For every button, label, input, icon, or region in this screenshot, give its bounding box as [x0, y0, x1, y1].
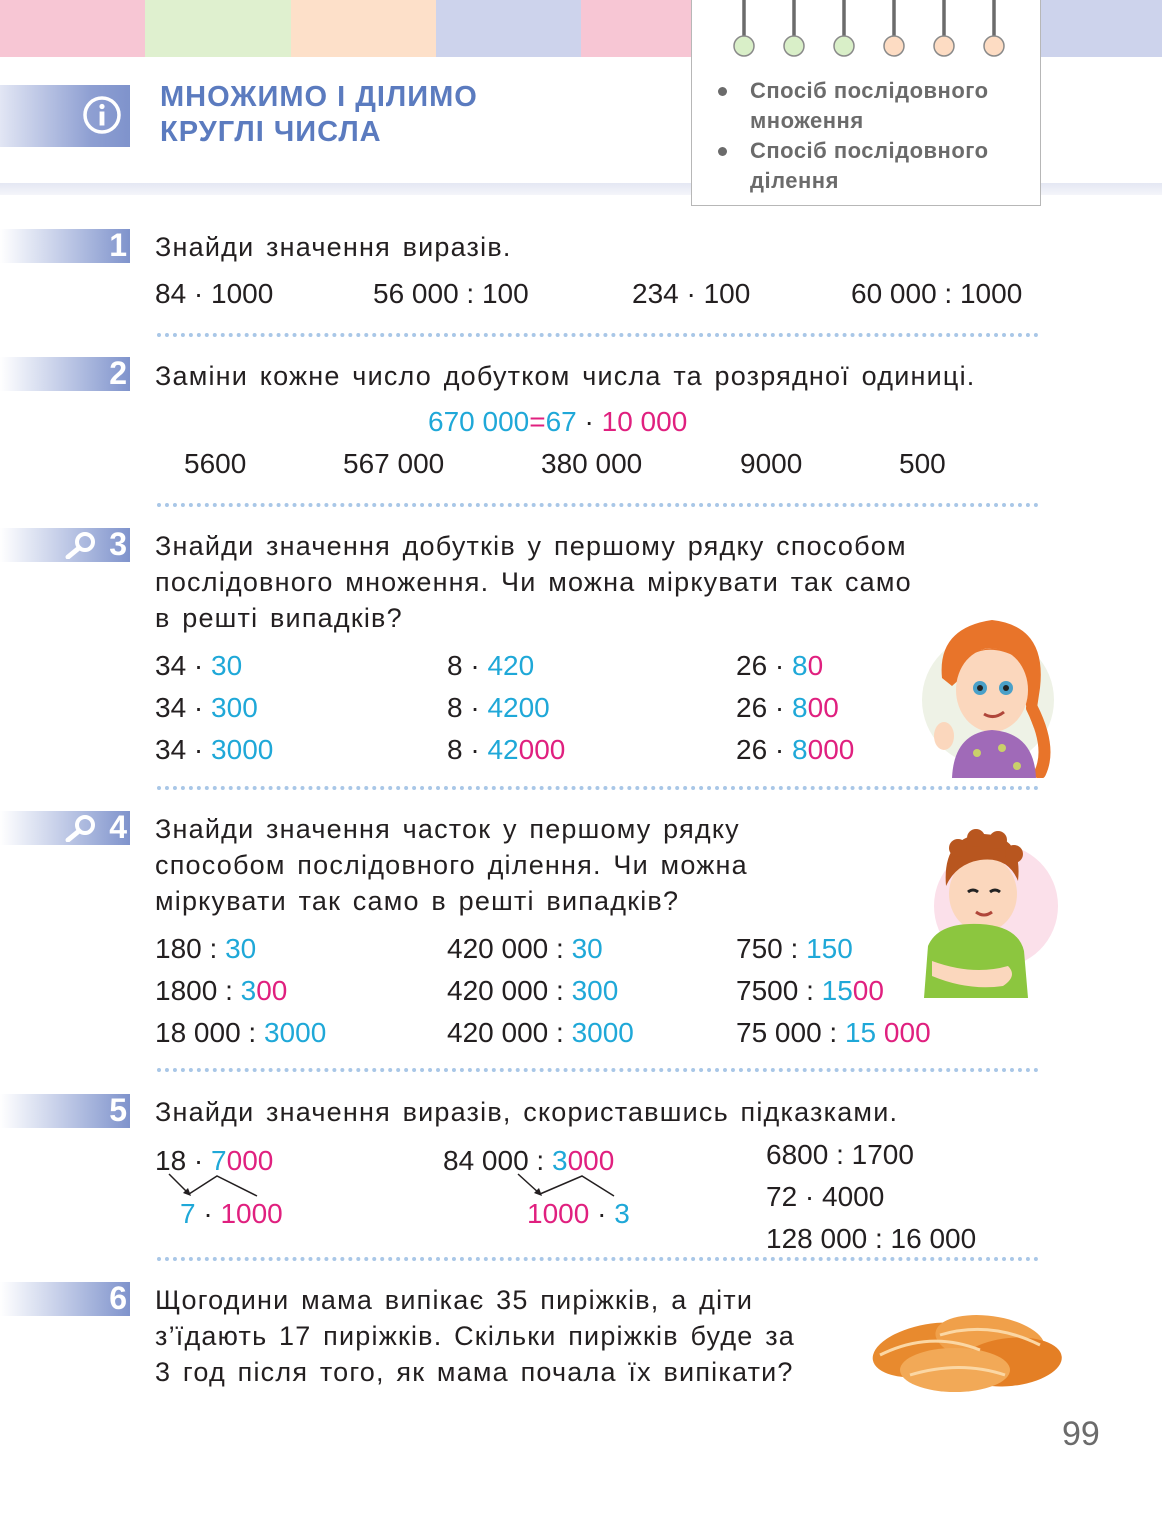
task-2-number: 380 000	[541, 448, 643, 479]
task-3-col-2: 8 · 420 8 · 4200 8 · 42000	[447, 650, 566, 765]
task-5-text: Знайди значення виразів, скориставшись підказками.	[155, 1097, 899, 1127]
task-2-number: 5600	[184, 448, 247, 479]
spiral-rings	[722, 0, 1012, 58]
dotted-divider	[157, 786, 1039, 790]
task-1-expr: 84 · 1000	[155, 278, 274, 309]
task-4-col-2: 420 000 : 30 420 000 : 300 420 000 : 3000	[447, 933, 634, 1048]
task-4-col-3: 750 : 150 7500 : 1500 75 000 : 15 000	[736, 933, 931, 1048]
task-5-hint-1: 18 · 7000	[155, 1145, 274, 1176]
page-title	[160, 80, 478, 150]
task-3-col-1: 34 · 30 34 · 300 34 · 3000	[155, 650, 274, 765]
task-number-3: 3	[0, 528, 130, 562]
task-5-hint-2: 84 000 : 3000	[443, 1145, 615, 1176]
magnifier-icon	[64, 531, 98, 559]
note-item: Спосіб послідовного множення	[728, 76, 989, 136]
dotted-divider	[157, 503, 1039, 507]
title-line-1: МНОЖИМО І ДІЛИМО	[160, 81, 478, 113]
dotted-divider	[157, 1257, 1039, 1261]
task-5-exprs: 6800 : 1700 72 · 4000 128 000 : 16 000	[766, 1139, 977, 1254]
task-number-5: 5	[0, 1094, 130, 1128]
task-4-col-1: 180 : 30 1800 : 300 18 000 : 3000	[155, 933, 327, 1048]
task-number-1: 1	[0, 229, 130, 263]
note-item: Спосіб послідовного ділення	[728, 136, 989, 196]
task-3-text: Знайди значення добутків у першому рядку способом послідовного множення. Чи можна міркувати так само в решті випадків?	[155, 531, 912, 633]
girl-illustration	[922, 608, 1067, 778]
task-4-text: Знайди значення часток у першому рядку способом послідовного ділення. Чи можна міркувати так само в решті випадків?	[155, 814, 748, 916]
task-5-hint-2-split: 1000 · 3	[527, 1198, 630, 1229]
task-number-4: 4	[0, 811, 130, 845]
task-2-example: 670 000=67 · 10 000	[428, 406, 688, 437]
boy-illustration	[918, 826, 1063, 998]
task-2-text: Заміни кожне число добутком числа та розрядної одиниці.	[155, 361, 976, 391]
task-1-expr: 234 · 100	[632, 278, 751, 309]
notepad	[691, 0, 1041, 206]
task-2-number: 567 000	[343, 448, 445, 479]
task-2-number: 9000	[740, 448, 803, 479]
info-icon	[82, 95, 122, 135]
magnifier-icon	[64, 814, 98, 842]
task-3-col-3: 26 · 80 26 · 800 26 · 8000	[736, 650, 855, 765]
task-1-expr: 56 000 : 100	[373, 278, 529, 309]
task-number-2: 2	[0, 357, 130, 391]
page-number: 99	[1062, 1415, 1100, 1453]
dotted-divider	[157, 1068, 1039, 1072]
title-line-2: КРУГЛІ ЧИСЛА	[160, 116, 382, 148]
task-5-hint-1-split: 7 · 1000	[180, 1198, 283, 1229]
task-1-text: Знайди значення виразів.	[155, 232, 512, 262]
task-number-6: 6	[0, 1282, 130, 1316]
task-2-number: 500	[899, 448, 946, 479]
dotted-divider	[157, 333, 1039, 337]
task-6-text: Щогодини мама випікає 35 пиріжків, а діти з’їдають 17 пиріжків. Скільки пиріжків буде за 3 год після того, як мама почала їх випікати?	[155, 1285, 796, 1387]
pies-illustration	[870, 1300, 1065, 1395]
task-1-expr: 60 000 : 1000	[851, 278, 1023, 309]
